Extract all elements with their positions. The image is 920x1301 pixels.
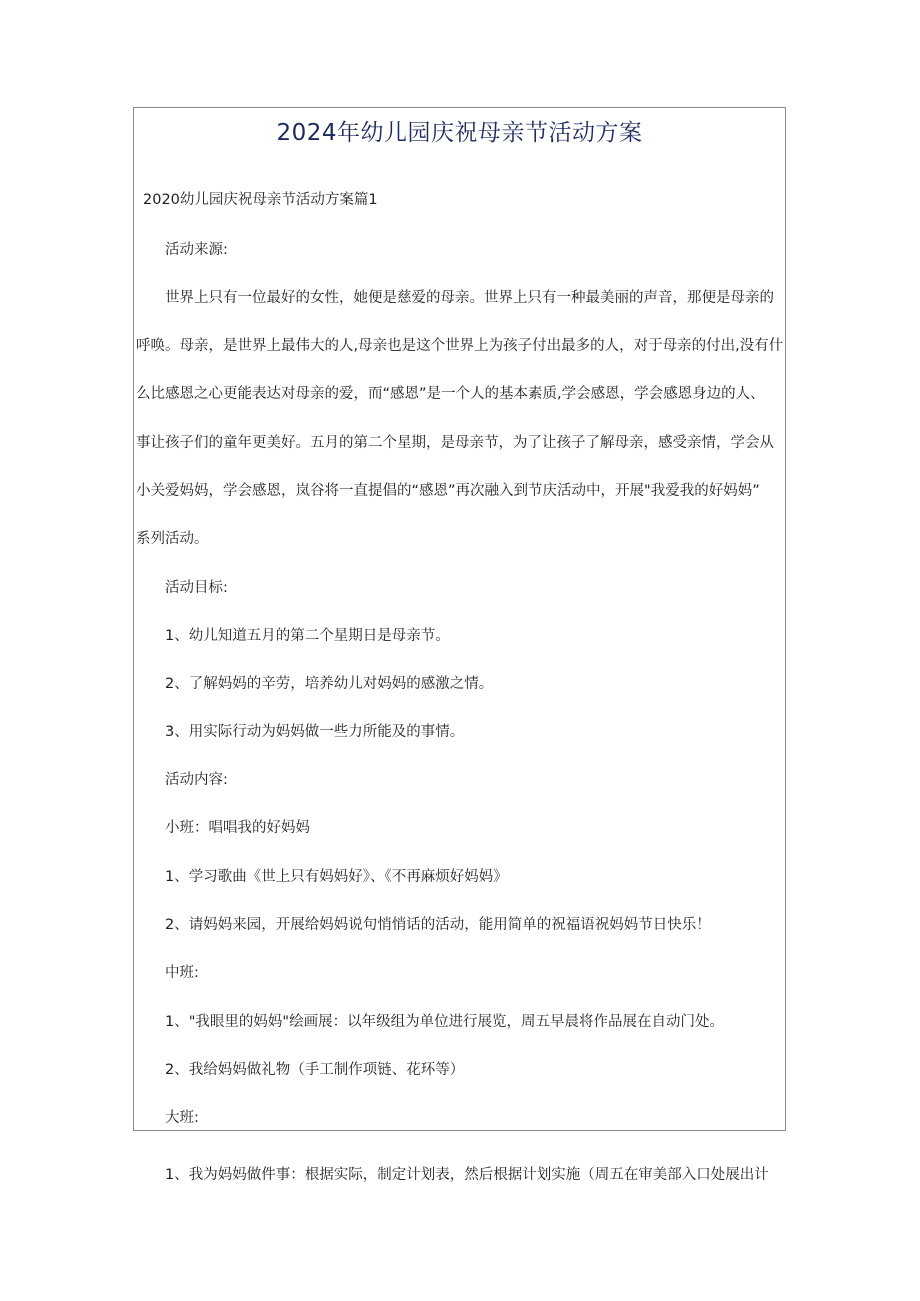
middle-class-item: 2、我给妈妈做礼物（手工制作项链、花环等） (165, 1062, 465, 1078)
big-class-item: 1、我为妈妈做件事：根据实际，制定计划表，然后根据计划实施（周五在审美部入口处展出计 (165, 1167, 769, 1183)
goal-item: 3、用实际行动为妈妈做一些力所能及的事情。 (165, 724, 465, 740)
paragraph-line: 事让孩子们的童年更美好。五月的第二个星期，是母亲节，为了让孩子了解母亲，感受亲情，学会从 (136, 435, 774, 451)
class-heading-middle: 中班: (165, 965, 199, 981)
document-subtitle: 2020幼儿园庆祝母亲节活动方案篇1 (143, 192, 378, 208)
paragraph-line: 世界上只有一位最好的女性，她便是慈爱的母亲。世界上只有一种最美丽的声音，那便是母亲的 (165, 290, 774, 306)
middle-class-item: 1、"我眼里的妈妈"绘画展：以年级组为单位进行展览，周五早晨将作品展在自动门处。 (165, 1014, 725, 1030)
small-class-item: 2、请妈妈来园，开展给妈妈说句悄悄话的活动，能用简单的祝福语祝妈妈节日快乐！ (165, 917, 711, 933)
document-title: 2024年幼儿园庆祝母亲节活动方案 (276, 120, 643, 146)
paragraph-line: 呼唤。母亲，是世界上最伟大的人,母亲也是这个世界上为孩子付出最多的人，对于母亲的付出,没有什 (136, 338, 784, 354)
small-class-item: 1、学习歌曲《世上只有妈妈好》、《不再麻烦好妈妈》 (165, 869, 508, 885)
section-heading-source: 活动来源: (165, 242, 228, 258)
page-frame (133, 107, 786, 1131)
class-heading-big: 大班: (165, 1110, 199, 1126)
section-heading-goals: 活动目标: (165, 580, 228, 596)
section-heading-content: 活动内容: (165, 772, 228, 788)
paragraph-line: 系列活动。 (136, 531, 209, 547)
goal-item: 2、了解妈妈的辛劳，培养幼儿对妈妈的感激之情。 (165, 676, 494, 692)
goal-item: 1、幼儿知道五月的第二个星期日是母亲节。 (165, 628, 450, 644)
paragraph-line: 小关爱妈妈，学会感恩，岚谷将一直提倡的“感恩”再次融入到节庆活动中，开展"我爱我的好妈妈” (136, 483, 760, 499)
paragraph-line: 么比感恩之心更能表达对母亲的爱，而“感恩”是一个人的基本素质,学会感恩，学会感恩身边的人、 (136, 386, 765, 402)
class-heading-small: 小班：唱唱我的好妈妈 (165, 820, 310, 836)
